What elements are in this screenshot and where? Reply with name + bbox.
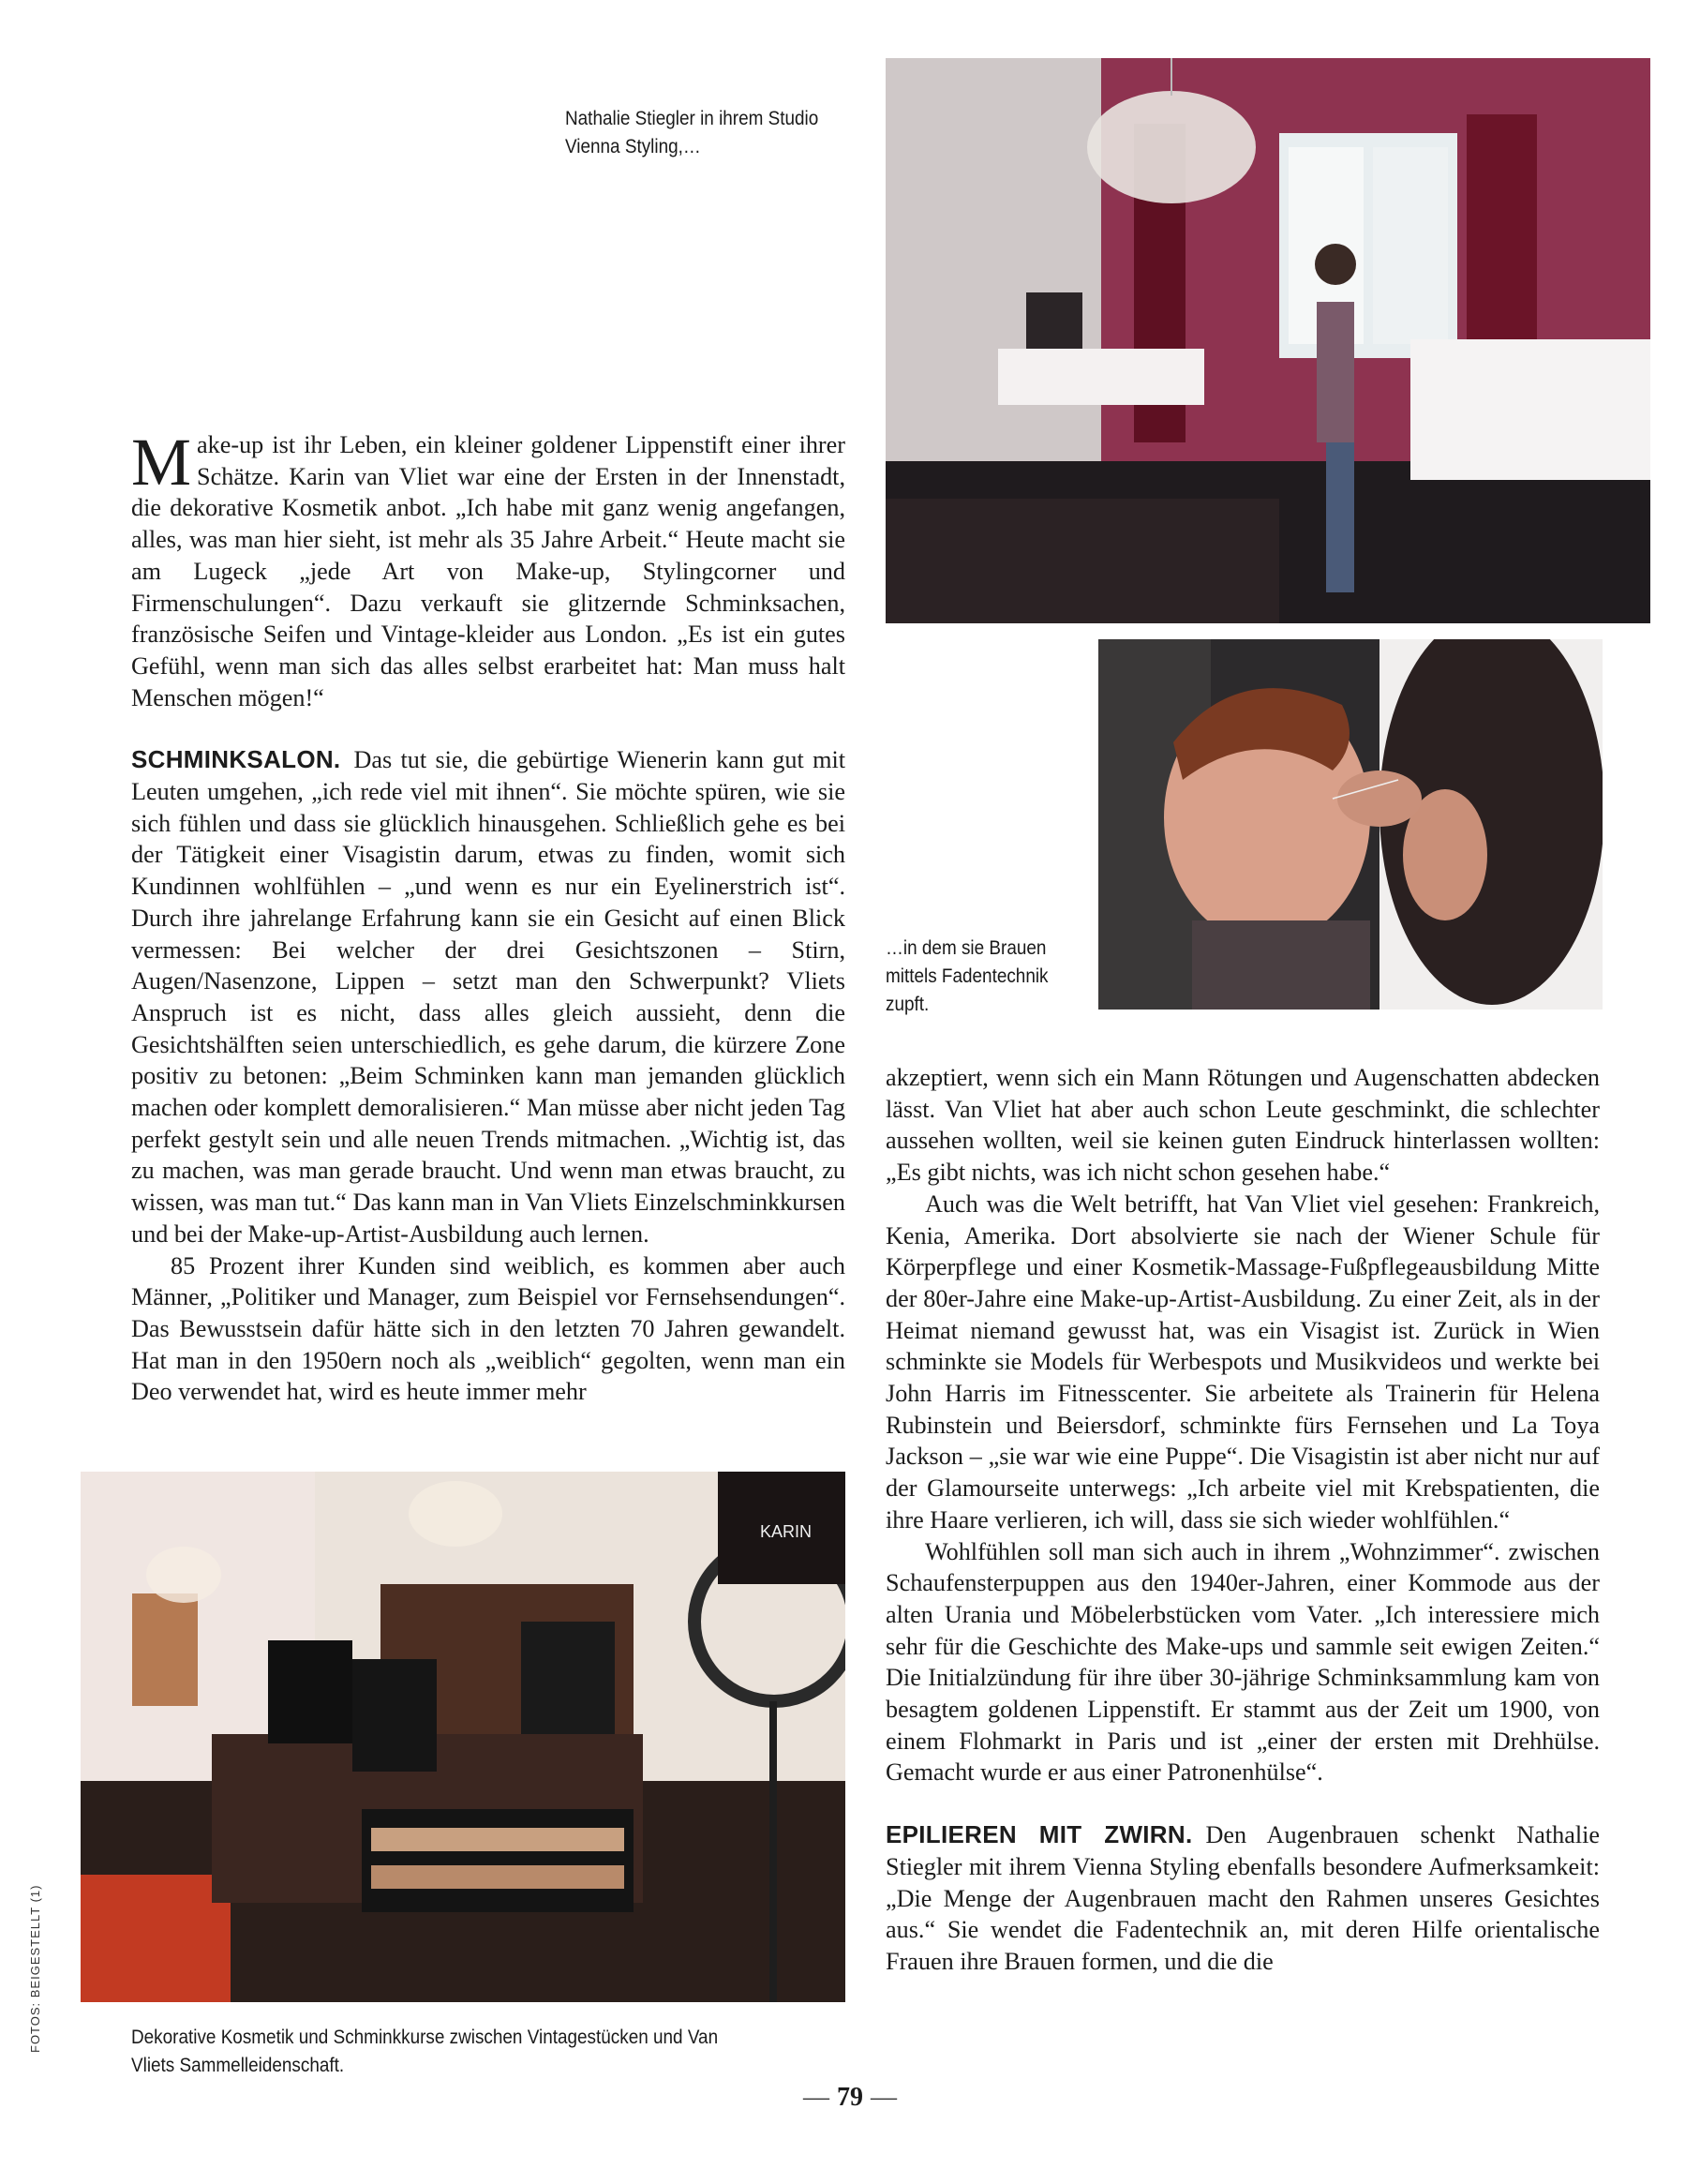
body-paragraph: Auch was die Welt betrifft, hat Van Vliet viel gesehen: Frankreich, Kenia, Amerika. Dort absolvierte sie nach der Wiener Schule für Körperpflege und einer Kosmetik-Massage-Fußpflegeausbildung Mitte der 80er-Jahre eine Make-up-Artist-Ausbildung. Zu einer Zeit, als in der Heimat niemand gewusst hat, was ein Visagist ist. Zurück in Wien schminkte sie Models für Werbespots und Musikvideos und werkte bei John Harris im Fitnesscenter. Sie arbeitete als Trainerin für Helena Rubinstein und Beiersdorf, schminkte fürs Fernsehen und La Toya Jackson – „sie war wie eine Puppe“. Die Visagistin ist aber nicht nur auf der Glamourseite unterwegs: „Ich arbeite viel mit Krebspatienten, die ihre Haare verlieren, ich will, dass sie sich wieder wohlfühlen.“ (886, 1189, 1600, 1533)
caption-shop: Dekorative Kosmetik und Schminkkurse zwischen Vintagestücken und Van Vliets Sammelleidenschaft. (131, 2026, 719, 2076)
intro-paragraph: Make-up ist ihr Leben, ein kleiner goldener Lippenstift einer ihrer Schätze. Karin van Vliet war eine der Ersten in der Innenstadt, die dekorative Kosmetik anbot. „Ich habe mit ganz wenig angefangen, alles, was man hier sieht, ist mehr als 35 Jahre Arbeit.“ Heute macht sie am Lugeck „jede Art von Make-up, Stylingcorner und Firmenschulungen“. Dazu verkauft sie glitzernde Schminksachen, französische Seifen und Vintage-kleider aus London. „Es ist ein gutes Gefühl, wenn man sich das alles selbst erarbeitet hat: Man muss halt Menschen mögen!“ (131, 425, 845, 711)
section-epilieren: EPILIEREN MIT ZWIRN. Den Augenbrauen schenkt Nathalie Stiegler mit ihrem Vienna Styling ebenfalls besondere Aufmerksamkeit: „Die Menge der Augenbrauen macht den Rahmen unseres Gesichtes aus.“ Sie wendet die Fadentechnik an, mit deren Hilfe orientalische Frauen ihre Brauen formen, und die die (886, 1820, 1600, 1975)
photo-credit: FOTOS: BEIGESTELLT (1) (28, 1884, 42, 2053)
photo-studio (886, 58, 1650, 623)
caption-studio: Nathalie Stiegler in ihrem Studio Vienna Styling,… (565, 107, 819, 157)
body-paragraph: Wohlfühlen soll man sich auch in ihrem „Wohnzimmer“. zwischen Schaufensterpuppen aus den 1940er-Jahren, einer Kommode aus der alten Urania und Möbelerbstücken vom Vater. „Ich interessiere mich sehr für die Geschichte des Make-ups und sammle seit ewigen Zeiten.“ Die Initialzündung für ihre über 30-jährige Schminksammlung kam von besagtem goldenen Lippenstift. Er stammt aus der Zeit um 1900, von einem Flohmarkt in Paris und ist „einer der ersten mit Drehhülse. Gemacht wurde er aus einer Patronenhülse“. (886, 1537, 1600, 1787)
page-number: — 79 — (803, 2083, 897, 2112)
left-column (131, 425, 845, 1408)
section-heading: SCHMINKSALON. (131, 745, 341, 774)
section-heading: EPILIEREN MIT ZWIRN. (886, 1820, 1193, 1849)
photo-threading (1098, 639, 1603, 1010)
caption-threading: …in dem sie Brauen mittels Fadentechnik zupft. (886, 936, 1049, 1015)
body-paragraph: 85 Prozent ihrer Kunden sind weiblich, es kommen aber auch Männer, „Politiker und Manager, zum Beispiel vor Fernsehsendungen“. Das Bewusstsein dafür hätte sich in den letzten 70 Jahren gewandelt. Hat man in den 1950ern noch als „weiblich“ gegolten, wenn man ein Deo verwendet hat, wird es heute immer mehr (131, 1251, 845, 1406)
drop-cap: M (131, 425, 192, 500)
body-paragraph: akzeptiert, wenn sich ein Mann Rötungen und Augenschatten abdecken lässt. Van Vliet hat aber auch schon Leute geschminkt, die schlechter aussehen wollten, weil sie keinen guten Eindruck hinterlassen wollten: „Es gibt nichts, was ich nicht schon gesehen habe.“ (886, 1064, 1600, 1187)
section-schminksalon: SCHMINKSALON. Das tut sie, die gebürtige Wienerin kann gut mit Leuten umgehen, „ich rede viel mit ihnen“. Sie möchte spüren, wie sie sich fühlen und dass sie glücklich hinausgehen. Schließlich gehe es bei der Tätigkeit einer Visagistin darum, etwas zu finden, womit sich Kundinnen wohlfühlen – „und wenn es nur ein Eyelinerstrich ist“. Durch ihre jahrelange Erfahrung kann sie ein Gesicht auf einen Blick vermessen: Bei welcher der drei Gesichtszonen – Stirn, Augen/Nasenzone, Lippen – setzt man den Schwerpunkt? Vliets Anspruch ist es nicht, dass alles gleich aussieht, denn die Gesichtshälften seien unterschiedlich, es gehe darum, die kürzere Zone positiv zu betonen: „Beim Schminken kann man jemanden glücklich machen oder komplett demoralisieren.“ Man müsse aber nicht jeden Tag perfekt gestylt sein und alle neuen Trends mitmachen. „Wichtig ist, das zu machen, was man gerade braucht. Und wenn man etwas braucht, zu wissen, was man tut.“ Das kann man in Van Vliets Einzelschminkkursen und bei der Make-up-Artist-Ausbildung auch lernen. (131, 745, 845, 1248)
photo-shop (81, 1472, 845, 2002)
right-column (886, 1062, 1600, 1978)
shop-sign-text: KARIN (760, 1522, 813, 1541)
